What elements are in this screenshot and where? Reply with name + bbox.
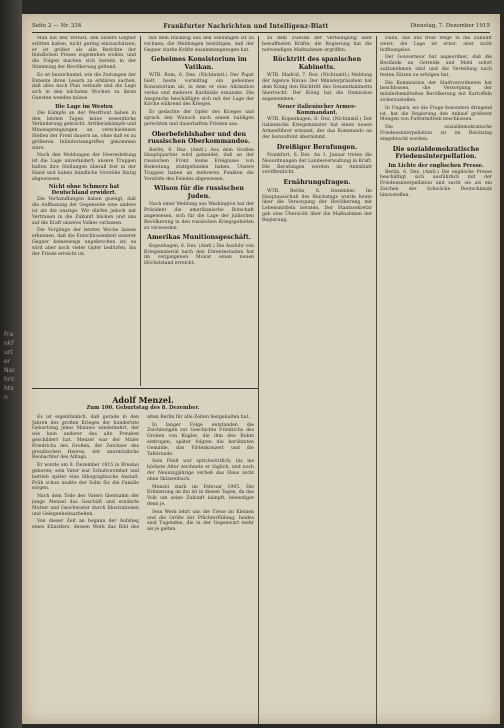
feuilleton-menzel (32, 394, 254, 724)
article-paragraph: Der Gouverneur hat angeordnet, daß die Bestände an Getreide und Mehl sofort aufzunehmen sind und die Verteilung nach festen Sätzen zu erfolgen hat. (380, 55, 492, 78)
feuilleton-body (32, 415, 254, 533)
article-headline: Dreißiger Berufungen. (276, 143, 358, 151)
article-paragraph: Kopenhagen, 6. Dez. (Amtl.) Die Ausfuhr von Kriegsmaterial nach den Ententestaaten hat im vergangenen Monat einen neuen Höchststand erreicht. (144, 243, 254, 267)
article-paragraph: Die Kommission der Stadtverordneten hat beschlossen, die Versorgung der minderbemittelten Bevölkerung mit Kartoffeln sicherzustellen. (380, 80, 492, 103)
article-paragraph: In langer Folge entstanden die Zeichnungen zur Geschichte Friedrichs des Großen von Kugler, die ihm den Ruhm eintrugen; später folgten die berühmten Gemälde, das Flötenkonzert und die Tafelrunde. (147, 422, 254, 457)
article-headline: Amerikas Munitionsgeschäft. (147, 234, 251, 242)
article-column-1 (32, 36, 136, 386)
article-paragraph: Er wurde am 8. Dezember 1815 in Breslau geboren; sein Vater war Schulvorsteher und betrieb später eine lithographische Anstalt. Früh schon mußte der Sohn für die Familie sorgen. (32, 463, 139, 492)
article-paragraph: WTB. Rom, 6. Dez. (Nichtamtl.) Der Papst hielt heute vormittag ein geheimes Konsistorium ab, in dem er eine Allokution verlas und mehrere Kardinäle ernannte. Die Ansprache beschäftigte sich mit der Lage der Kirche während des Krieges. (144, 73, 254, 108)
article-headline: Ernährungsfragen. (283, 179, 351, 187)
article-paragraph: Die Verhandlungen haben gezeigt, daß die Auffassung der Gegenseite eine andere ist als die unsrige. Wir dürfen jedoch mit Vertrauen in die Zukunft blicken und uns auf die Kraft unseres Volkes verlassen. (32, 197, 136, 226)
article-paragraph: Die Kämpfe an der Westfront haben in den letzten Tagen keine wesentliche Veränderung gebracht. Artilleriekämpfe und Minensprengungen an verschiedenen Stellen der Front dauern an, ohne daß es zu größeren Infanterieangriffen gekommen wäre. (32, 110, 136, 151)
article-paragraph: mit dem Rückzug aus den Stellungen ist zu rechnen; die Meldungen bestätigen, daß der Gegner starke Kräfte zusammengezogen hat. (144, 36, 254, 53)
column-rule (140, 36, 141, 386)
article-paragraph: Berlin, 6. Dez. (Amtl.) Aus dem Großen Hauptquartier wird gemeldet, daß an der russischen Front keine Ereignisse von Bedeutung stattgefunden haben. Unsere Truppen haben an mehreren Punkten die Vorstöße des Feindes abgewiesen. (144, 147, 254, 182)
article-paragraph: Frankfurt, 6. Dez. An 1. Januar treten die Neuordnungen der Landesverwaltung in Kraft. Die Berufungen werden im Amtsblatt veröffentlicht. (262, 153, 372, 176)
article-paragraph: WTB. Kopenhagen, 6. Dez. (Nichtamtl.) Der italienische Kriegsminister hat einen neuen Armeeführer ernannt, der das Kommando an der Isonzofront übernimmt. (262, 117, 372, 140)
article-paragraph: Nach den Meldungen der Heeresleitung ist die Lage unverändert; unsere Truppen halten ihre Stellungen überall fest in der Hand und haben feindliche Vorstöße blutig abgewiesen. (32, 153, 136, 182)
article-paragraph: Menzel starb im Februar 1905. Die Erinnerung an ihn ist in diesen Tagen, da das Volk um seine Zukunft kämpft, lebendiger denn je. (147, 484, 254, 507)
feuilleton-title: Adolf Menzel. (112, 395, 174, 405)
article-paragraph: Sein Fleiß war sprichwörtlich; bis ins höchste Alter zeichnete er täglich, und noch der Neunzigjährige verließ das Haus nicht ohne Skizzenbuch. (147, 459, 254, 482)
article-paragraph: In Ungarn, wo die Frage besonders dringend ist, hat die Regierung den Ankauf größerer Mengen von Futtermitteln beschlossen. (380, 105, 492, 123)
article-paragraph: Nach dem Tode des Vaters übernahm der junge Menzel das Geschäft und ernährte Mutter und Geschwister durch Illustrationen und Gelegenheitsarbeiten. (32, 494, 139, 517)
article-headline: Oberbefehlshaber und den russischen Oberkommandos. (147, 130, 251, 146)
feuilleton-rule (32, 388, 258, 389)
article-paragraph: Nach einer Meldung aus Washington hat der Präsident die amerikanische Botschaft angewiesen, sich für die Lage der jüdischen Bevölkerung in den russischen Kriegsgebieten zu verwenden. (144, 202, 254, 231)
article-paragraph: WTB. Madrid, 7. Dez. (Nichtamtl.) Meldung der Agence Havas: Der Ministerpräsident hat dem König den Rücktritt des Gesamtkabinetts überreicht. Der König hat die Demission angenommen. (262, 73, 372, 102)
article-headline: Wilson für die russischen Juden. (154, 185, 244, 200)
article-subheading: Nicht ohne Schmerz hat Deutschland erwidert. (48, 184, 120, 197)
article-paragraph: Die Vorgänge der letzten Woche lassen erkennen, daß die Entschlossenheit unserer Gegner keineswegs ungebrochen ist; es wird aber noch vieler Opfer bedürfen, bis der Friede erreicht ist. (32, 228, 136, 257)
article-paragraph: Es ist bezeichnend, wie die Zeitungen der Entente ihren Lesern zu erklären suchen, daß alles nach Plan verlaufe und die Lage sich in den nächsten Wochen zu ihren Gunsten wenden müsse. (32, 72, 136, 101)
article-paragraph: Die sozialdemokratische Friedensinterpellation ist im Reichstag eingebracht worden. (380, 125, 492, 142)
article-paragraph: Von dieser Zeit an begann der Aufstieg eines Künstlers, dessen Werk das Bild des alten Berlin für alle Zeiten festgehalten hat. (32, 414, 250, 531)
article-paragraph: Berlin, 6. Dez. (Amtl.) Die englische Presse beschäftigt sich ausführlich mit der Friedensinterpellation und sucht sie als ein Zeichen der Schwäche Deutschlands hinzustellen. (380, 169, 492, 198)
article-subheading: Die Lage im Westen (55, 103, 113, 110)
article-headline: Die sozialdemokratische Friedensinterpellation. (392, 145, 480, 161)
article-headline: Rücktritt des spanischen Kabinetts. (272, 56, 362, 71)
article-subheading: Im Lichte der englischen Presse. (388, 162, 484, 169)
article-paragraph: Sein Werk lehrt uns die Treue im Kleinen und die Größe der Pflichterfüllung; beides sind Tugenden, die in der Gegenwart mehr als je gelten. (147, 509, 254, 533)
article-paragraph: Dann, das uns freie Wege in die Zukunft weist; die Lage ist ernst, aber nicht hoffnungslos. (380, 36, 492, 53)
page-number: Seite 2 — Nr. 334 (32, 23, 82, 29)
article-column-2 (144, 36, 254, 386)
scanner-edge (0, 0, 22, 728)
column-rule (258, 36, 259, 724)
masthead-title: Frankfurter Nachrichten und Intelligenz-Blatt (163, 22, 329, 30)
article-headline: Geheimes Konsistorium im Vatikan. (151, 56, 247, 71)
article-column-3 (262, 36, 372, 724)
article-column-4 (380, 36, 492, 724)
article-paragraph: Es ist eigentümlich, daß gerade in den Jahren des großen Krieges der hundertste Geburtstag jenes Mannes wiederkehrt, der wie kein anderer das alte Preußen geschildert hat. Menzel war der Maler Friedrichs des Großen, der Zeichner des preußischen Heeres, der unermüdliche Beobachter des Alltags. (32, 414, 139, 461)
issue-date: Dienstag, 7. Dezember 1915 (410, 23, 490, 29)
article-subheading: Neuer italienischer Armee-Kommandant. (277, 104, 357, 117)
article-paragraph: WTB. Berlin, 6. Dezember. Im Hauptausschuß des Reichstags wurde heute über die Versorgung der Bevölkerung mit Lebensmitteln beraten. Der Staatssekretär gab eine Übersicht über die Maßnahmen der Regierung. (262, 188, 372, 223)
running-header (32, 20, 490, 33)
article-paragraph: Man hat den Verlust, den unsere Gegner erlitten haben, nicht gering einzuschätzen; er ist größer als alle Berichte der feindlichen Presse zugestehen wollen, und die Folgen machen sich bereits in der Stimmung der Bevölkerung geltend. (32, 36, 136, 70)
feuilleton-subtitle: Zum 100. Geburtstag des 8. Dezember. (86, 405, 200, 411)
newspaper-page (22, 14, 500, 724)
edge-bleed-text: Frankfurter Nachrichten (4, 331, 16, 401)
column-rule (376, 36, 377, 724)
article-paragraph: Er gedachte der Opfer des Krieges und sprach den Wunsch nach einem baldigen gerechten und dauerhaften Frieden aus. (144, 110, 254, 127)
article-paragraph: zu dem Zwecke der Verteidigung aller bewaffneten Kräfte; die Regierung hat die notwendigen Maßnahmen ergriffen. (262, 36, 372, 53)
